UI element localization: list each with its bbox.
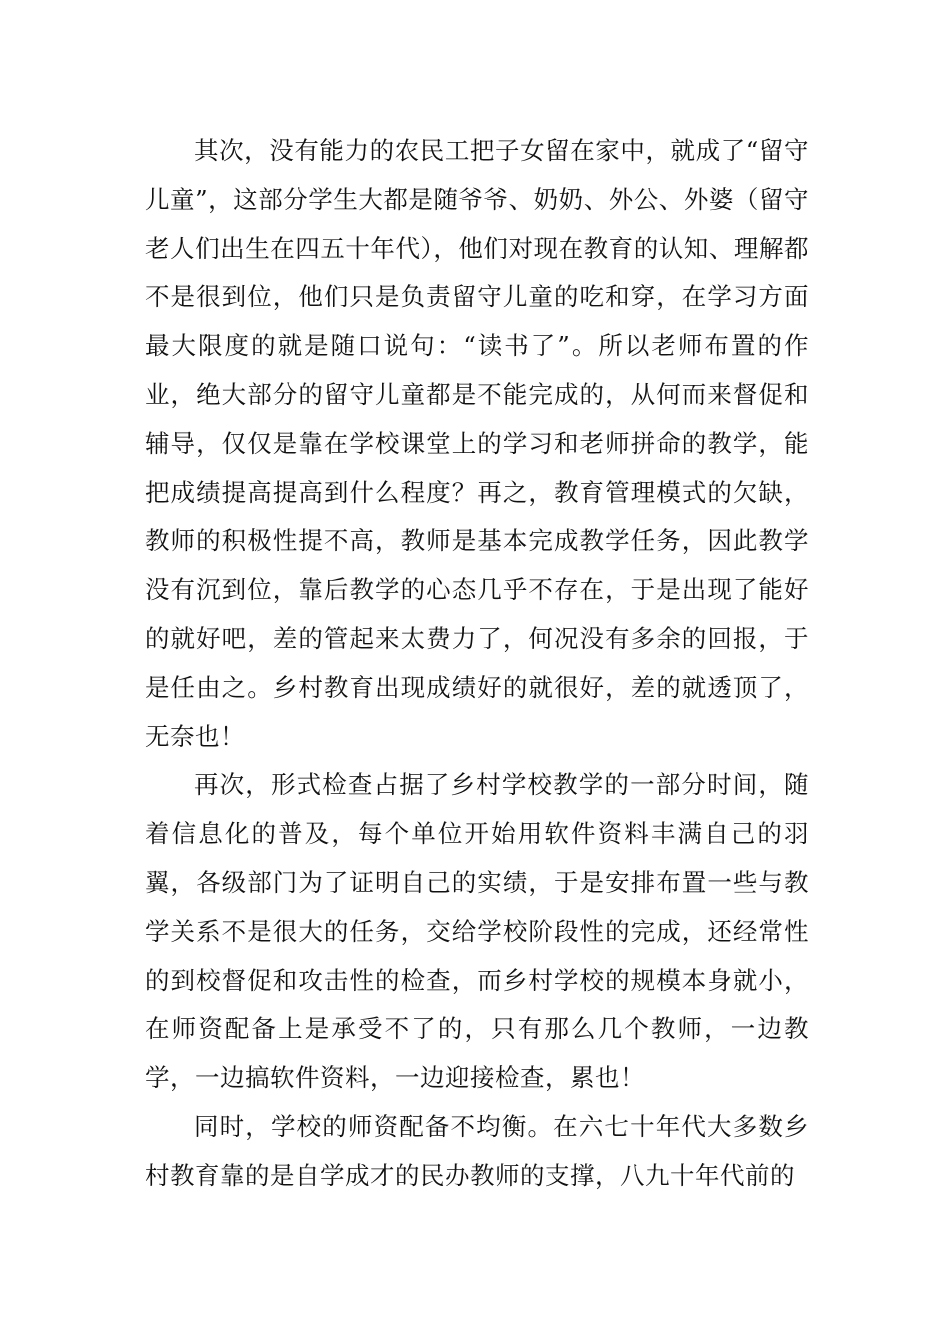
paragraph-left-behind-children: 其次，没有能力的农民工把子女留在家中，就成了“留守儿童”，这部分学生大都是随爷爷、奶奶、外公、外婆（留守老人们出生在四五十年代），他们对现在教育的认知、理解都不是很到位，他们只是负责留守儿童的吃和穿，在学习方面最大限度的就是随口说句：“读书了”。所以老师布置的作业，绝大部分的留守儿童都是不能完成的，从何而来督促和辅导，仅仅是靠在学校课堂上的学习和老师拼命的教学，能把成绩提高提高到什么程度？再之，教育管理模式的欠缺，教师的积极性提不高，教师是基本完成教学任务，因此教学没有沉到位，靠后教学的心态几乎不存在，于是出现了能好的就好吧，差的管起来太费力了，何况没有多余的回报，于是任由之。乡村教育出现成绩好的就很好，差的就透顶了，无奈也！ — [145, 136, 809, 751]
paragraph-formal-inspections: 再次，形式检查占据了乡村学校教学的一部分时间，随着信息化的普及，每个单位开始用软件资料丰满自己的羽翼，各级部门为了证明自己的实绩，于是安排布置一些与教学关系不是很大的任务，交给学校阶段性的完成，还经常性的到校督促和攻击性的检查，而乡村学校的规模本身就小，在师资配备上是承受不了的，只有那么几个教师，一边教学，一边搞软件资料，一边迎接检查，累也！ — [145, 770, 809, 1093]
paragraph-teacher-allocation: 同时，学校的师资配备不均衡。在六七十年代大多数乡村教育靠的是自学成才的民办教师的支撑，八九十年代前的 — [145, 1111, 809, 1190]
document-page — [145, 127, 809, 1201]
